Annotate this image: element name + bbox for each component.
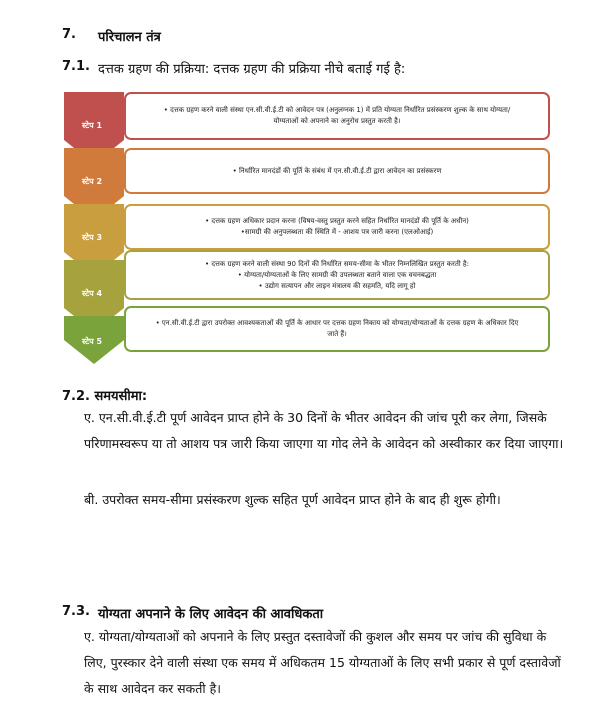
section-7-2-number: 7.2. — [62, 389, 90, 404]
step-3-line-1: • दत्तक ग्रहण अधिकार प्रदान करना (विषय-वस्तु प्रस्तुत करने सहित निर्धारित मानदंडों की पूर्ति के अधीन) — [205, 217, 469, 225]
step-4-line-1: • दत्तक ग्रहण करने वाली संस्था 90 दिनों की निर्धारित समय-सीमा के भीतर निम्नलिखित प्रस्तुत करती है: — [204, 259, 470, 268]
step-3-label: स्टेप 3 — [81, 233, 103, 242]
step-4-label: स्टेप 4 — [81, 289, 103, 298]
step-2-label: स्टेप 2 — [81, 177, 103, 186]
step-5-line-2: जाते हैं। — [327, 330, 347, 338]
section-7-3-title: योग्यता अपनाने के लिए आवेदन की आवधिकता — [98, 607, 324, 622]
section-7-2-item-a: ए. एन.सी.वी.ई.टी पूर्ण आवेदन प्राप्त होने के 30 दिनों के भीतर आवेदन की जांच पूरी कर लेगा, जिसके परिणामस्वरूप या तो आशय पत्र जारी किया जाएगा या गोद लेने के आवेदन को अस्वीकार कर दिया जाएगा। — [84, 410, 564, 451]
section-7-number: 7. — [62, 27, 76, 42]
step-1-label: स्टेप 1 — [81, 121, 103, 130]
step-3-line-2: •सामग्री की अनुपलब्धता की स्थिति में - आशय पत्र जारी करना (एलओआई) — [240, 228, 434, 236]
section-7-2-heading — [62, 386, 147, 404]
step-4-line-3: • उद्योग सत्यापन और लाइन मंत्रालय की सहमति, यदि लागू हो — [258, 281, 416, 290]
chevron-shapes — [60, 90, 130, 370]
step-1-line-1: • दत्तक ग्रहण करने वाली संस्था एन.सी.वी.ई.टी को आवेदन पत्र (अनुलग्नक 1) में प्रति योग्यता निर्धारित प्रसंस्करण शुल्क के साथ योग्यता/ — [163, 106, 511, 114]
step-3-box — [124, 204, 550, 250]
step-4-line-2: • योग्यता/योग्यताओं के लिए सामग्री की उपलब्धता बताने वाला एक वचनबद्धता — [237, 270, 437, 279]
process-diagram — [60, 90, 560, 370]
step-5-box — [124, 306, 550, 352]
section-7-2-item-b: बी. उपरोक्त समय-सीमा प्रसंस्करण शुल्क सहित पूर्ण आवेदन प्राप्त होने के बाद ही शुरू होगी। — [84, 492, 501, 507]
step-1-line-2: योग्यताओं को अपनाने का अनुरोध प्रस्तुत करती है। — [273, 117, 401, 125]
step-1-box — [124, 92, 550, 140]
section-7-1-number: 7.1. — [62, 59, 90, 74]
step-2-box — [124, 148, 550, 194]
section-7-3-item-a: ए. योग्यता/योग्यताओं को अपनाने के लिए प्रस्तुत दस्तावेजों की कुशल और समय पर जांच की सुविधा के लिए, पुरस्कार देने वाली संस्था एक समय में अधिकतम 15 योग्यताओं के लिए सभी प्रकार से पूर्ण दस्तावेजों के साथ आवेदन कर सकती है। — [84, 629, 561, 696]
section-7-3-number: 7.3. — [62, 604, 90, 619]
section-7-1-text: दत्तक ग्रहण की प्रक्रिया: दत्तक ग्रहण की प्रक्रिया नीचे बताई गई है: — [98, 62, 406, 77]
section-7-title: परिचालन तंत्र — [98, 30, 161, 45]
section-7-2-title: समयसीमा: — [94, 389, 148, 404]
step-4-box — [124, 250, 550, 300]
step-5-line-1: • एन.सी.वी.ई.टी द्वारा उपरोक्त आवश्यकताओं की पूर्ति के आधार पर दत्तक ग्रहण निकाय को योग्यता/योग्यताओं के दत्तक ग्रहण के अधिकार दिए — [155, 319, 519, 327]
step-2-line-1: • निर्धारित मानदंडों की पूर्ति के संबंध में एन.सी.वी.ई.टी द्वारा आवेदन का प्रसंस्करण — [232, 166, 442, 175]
step-5-label: स्टेप 5 — [81, 337, 103, 346]
